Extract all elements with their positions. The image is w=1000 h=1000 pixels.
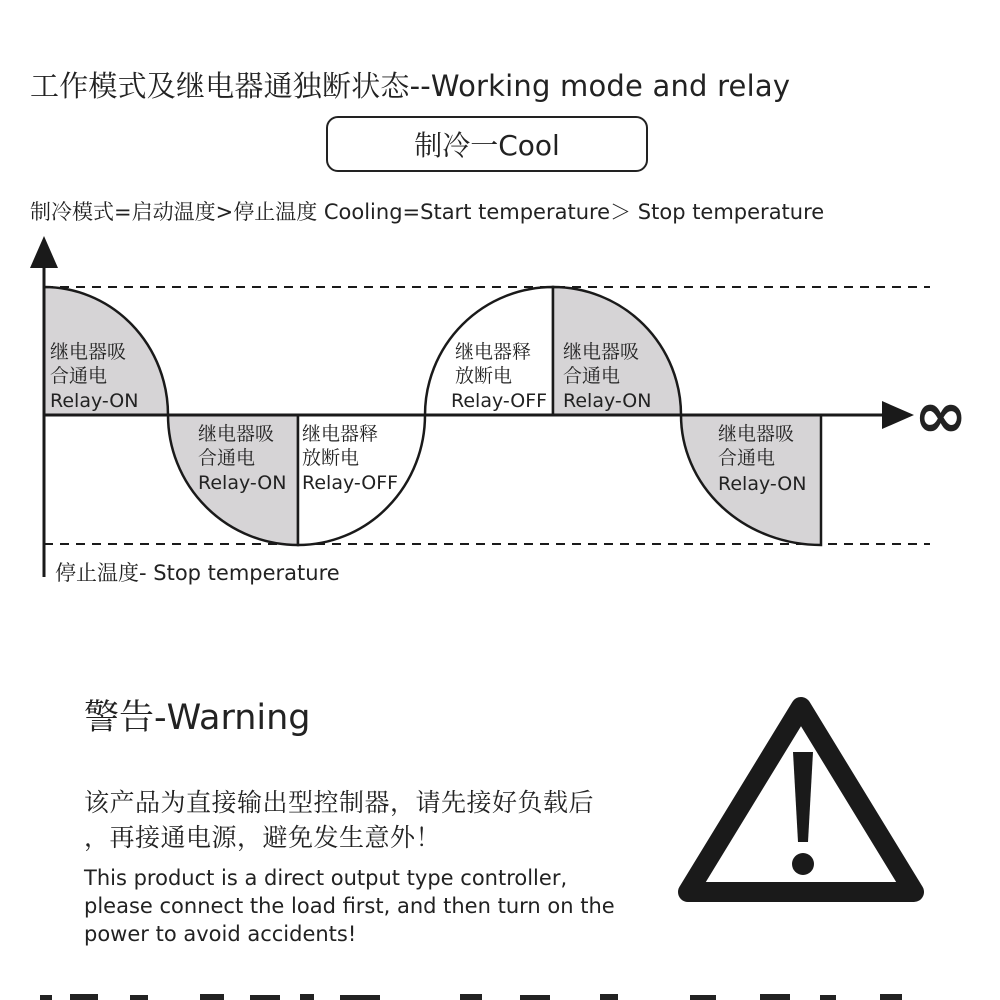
- warning-text-cn-line-1: 该产品为直接输出型控制器，请先接好负载后: [84, 788, 595, 817]
- warning-text-cn-line-2: ，再接通电源，避免发生意外！: [84, 823, 442, 852]
- bottom-cropped-text-strip: [0, 992, 1000, 1000]
- warning-text-en-line-2: please connect the load first, and then turn on the: [84, 894, 615, 918]
- svg-text:放断电: 放断电: [455, 365, 513, 387]
- svg-text:合通电: 合通电: [198, 447, 256, 469]
- svg-text:继电器吸: 继电器吸: [563, 341, 640, 363]
- infinity-symbol: ∞: [914, 379, 968, 453]
- warning-triangle-icon: [688, 707, 914, 892]
- svg-text:放断电: 放断电: [302, 447, 360, 469]
- mode-label: 制冷一Cool: [414, 129, 560, 162]
- svg-text:Relay-OFF: Relay-OFF: [302, 472, 399, 494]
- warning-title: 警告-Warning: [84, 698, 311, 738]
- svg-text:Relay-ON: Relay-ON: [563, 390, 652, 412]
- svg-text:合通电: 合通电: [563, 365, 621, 387]
- svg-text:Relay-ON: Relay-ON: [718, 473, 807, 495]
- time-axis-arrow-icon: [882, 401, 914, 429]
- svg-text:Relay-ON: Relay-ON: [50, 390, 139, 412]
- page-title: 工作模式及继电器通独断状态--Working mode and relay: [30, 69, 791, 103]
- svg-text:继电器释: 继电器释: [302, 423, 379, 445]
- svg-text:继电器吸: 继电器吸: [718, 423, 795, 445]
- svg-text:Relay-OFF: Relay-OFF: [451, 390, 548, 412]
- stop-temperature-label: 停止温度- Stop temperature: [55, 561, 340, 585]
- mode-rule-text: 制冷模式=启动温度>停止温度 Cooling=Start temperature＞ Stop temperature: [30, 200, 825, 224]
- svg-text:继电器释: 继电器释: [455, 341, 532, 363]
- svg-text:Relay-ON: Relay-ON: [198, 472, 287, 494]
- warning-text-en-line-1: This product is a direct output type controller,: [84, 866, 568, 890]
- warning-text-en-line-3: power to avoid accidents!: [84, 922, 357, 946]
- svg-text:继电器吸: 继电器吸: [198, 423, 275, 445]
- svg-text:合通电: 合通电: [718, 447, 776, 469]
- svg-text:继电器吸: 继电器吸: [50, 341, 127, 363]
- svg-text:合通电: 合通电: [50, 365, 108, 387]
- temperature-axis-arrow-icon: [30, 236, 58, 268]
